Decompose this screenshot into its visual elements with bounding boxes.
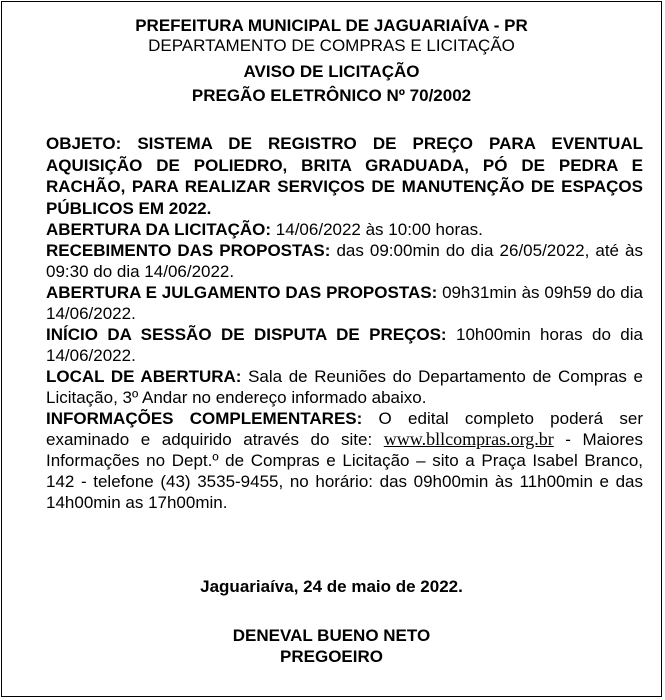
notice-title: AVISO DE LICITAÇÃO bbox=[243, 62, 420, 81]
notice-body bbox=[46, 133, 643, 513]
julgamento-label: ABERTURA E JULGAMENTO DAS PROPOSTAS: bbox=[46, 283, 438, 302]
recebimento-value: das 09:00min do dia 26/05/2022, até às 09:30 do dia 14/06/2022. bbox=[46, 241, 643, 281]
municipality-title: PREFEITURA MUNICIPAL DE JAGUARIAÍVA - PR bbox=[135, 16, 528, 35]
abertura-value: 14/06/2022 às 10:00 horas. bbox=[271, 220, 483, 239]
department-title: DEPARTAMENTO DE COMPRAS E LICITAÇÃO bbox=[148, 36, 515, 55]
info-value-2: - Maiores Informações no Dept.º de Compras e Licitação – sito a Praça Isabel Branco, 142 - telefone (43) 3535-9455, no horário: das 09h00min às 11h00min e das 14h00min as 17h00min. bbox=[46, 430, 643, 512]
info-paragraph bbox=[46, 408, 643, 513]
julgamento-value: 09h31min às 09h59 do dia 14/06/2022. bbox=[46, 283, 643, 323]
abertura-paragraph bbox=[46, 219, 643, 240]
place-date: Jaguariaíva, 24 de maio de 2022. bbox=[200, 577, 463, 596]
info-value-1: O edital completo poderá ser examinado e adquirido através do site: bbox=[46, 409, 643, 449]
local-paragraph bbox=[46, 366, 643, 408]
process-title: PREGÃO ELETRÔNICO Nº 70/2002 bbox=[191, 86, 472, 105]
recebimento-label: RECEBIMENTO DAS PROPOSTAS: bbox=[46, 241, 331, 260]
disputa-value: 10h00min horas do dia 14/06/2022. bbox=[46, 325, 643, 365]
notice-frame bbox=[1, 1, 662, 697]
disputa-label: INÍCIO DA SESSÃO DE DISPUTA DE PREÇOS: bbox=[46, 325, 447, 344]
objeto-paragraph: OBJETO: SISTEMA DE REGISTRO DE PREÇO PARA EVENTUAL AQUISIÇÃO DE POLIEDRO, BRITA GRADUADA, PÓ DE PEDRA E RACHÃO, PARA REALIZAR SERVIÇOS DE MANUTENÇÃO DE ESPAÇOS PÚBLICOS EM 2022. bbox=[46, 134, 643, 218]
local-label: LOCAL DE ABERTURA: bbox=[46, 367, 242, 386]
abertura-label: ABERTURA DA LICITAÇÃO: bbox=[46, 220, 272, 239]
signer-role: PREGOEIRO bbox=[280, 647, 383, 666]
website-link[interactable]: www.bllcompras.org.br bbox=[383, 429, 554, 449]
julgamento-paragraph bbox=[46, 282, 643, 324]
signer-name: DENEVAL BUENO NETO bbox=[232, 626, 431, 645]
disputa-paragraph bbox=[46, 324, 643, 366]
info-label: INFORMAÇÕES COMPLEMENTARES: bbox=[46, 409, 363, 428]
recebimento-paragraph bbox=[46, 240, 643, 282]
local-value: Sala de Reuniões do Departamento de Compras e Licitação, 3º Andar no endereço informado abaixo. bbox=[46, 367, 643, 407]
